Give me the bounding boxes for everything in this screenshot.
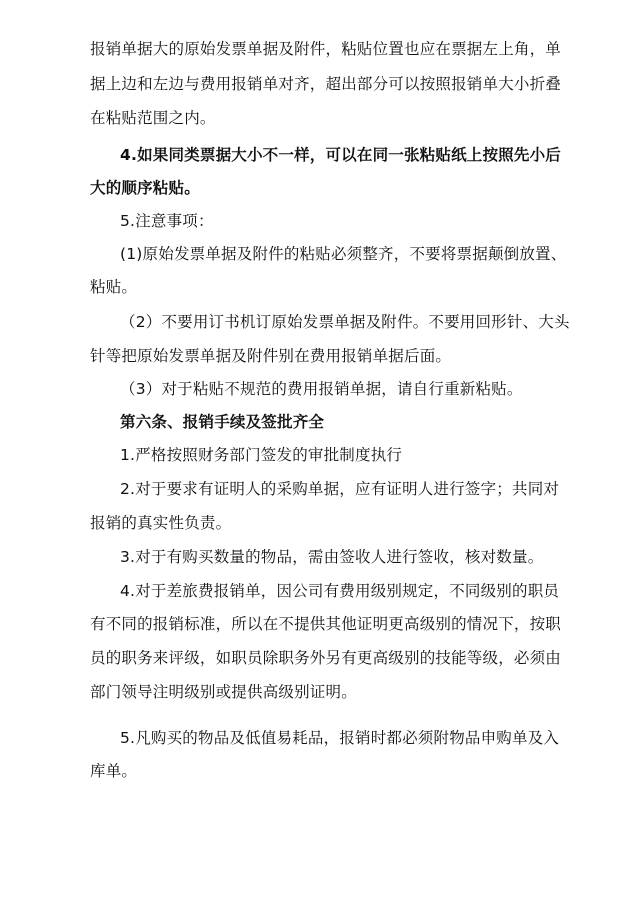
text-line-3: 在粘贴范围之内。 [90, 109, 216, 127]
text-line-1: 报销单据大的原始发票单据及附件，粘贴位置也应在票据左上角，单 [90, 40, 562, 58]
text-line-14: 2.对于要求有证明人的采购单据，应有证明人进行签字；共同对 [120, 480, 560, 498]
text-line-13: 1.严格按照财务部门签发的审批制度执行 [120, 446, 403, 464]
text-line-7: (1)原始发票单据及附件的粘贴必须整齐，不要将票据颠倒放置、 [120, 245, 567, 263]
text-line-9: （2）不要用订书机订原始发票单据及附件。不要用回形针、大头 [120, 313, 570, 331]
text-line-15: 报销的真实性负责。 [90, 514, 232, 532]
text-line-21: 5.凡购买的物品及低值易耗品，报销时都必须附物品申购单及入 [120, 729, 560, 747]
text-line-22: 库单。 [90, 762, 138, 780]
text-line-2: 据上边和左边与费用报销单对齐，超出部分可以按照报销单大小折叠 [90, 75, 562, 93]
text-line-11: （3）对于粘贴不规范的费用报销单据，请自行重新粘贴。 [120, 380, 523, 398]
text-line-16: 3.对于有购买数量的物品，需由签收人进行签收，核对数量。 [120, 548, 544, 566]
text-line-17: 4.对于差旅费报销单，因公司有费用级别规定，不同级别的职员 [120, 582, 560, 600]
text-line-6: 5.注意事项： [120, 212, 214, 230]
text-line-20: 部门领导注明级别或提供高级别证明。 [90, 683, 357, 701]
text-line-4: 4.如果同类票据大小不一样，可以在同一张粘贴纸上按照先小后 [120, 146, 561, 164]
text-line-10: 针等把原始发票单据及附件别在费用报销单据后面。 [90, 347, 452, 365]
text-line-8: 粘贴。 [90, 278, 138, 296]
text-line-19: 员的职务来评级，如职员除职务外另有更高级别的技能等级，必须由 [90, 649, 562, 667]
section-heading: 第六条、报销手续及签批齐全 [120, 413, 325, 431]
text-line-5: 大的顺序粘贴。 [90, 179, 200, 197]
text-line-18: 有不同的报销标准，所以在不提供其他证明更高级别的情况下，按职 [90, 615, 562, 633]
